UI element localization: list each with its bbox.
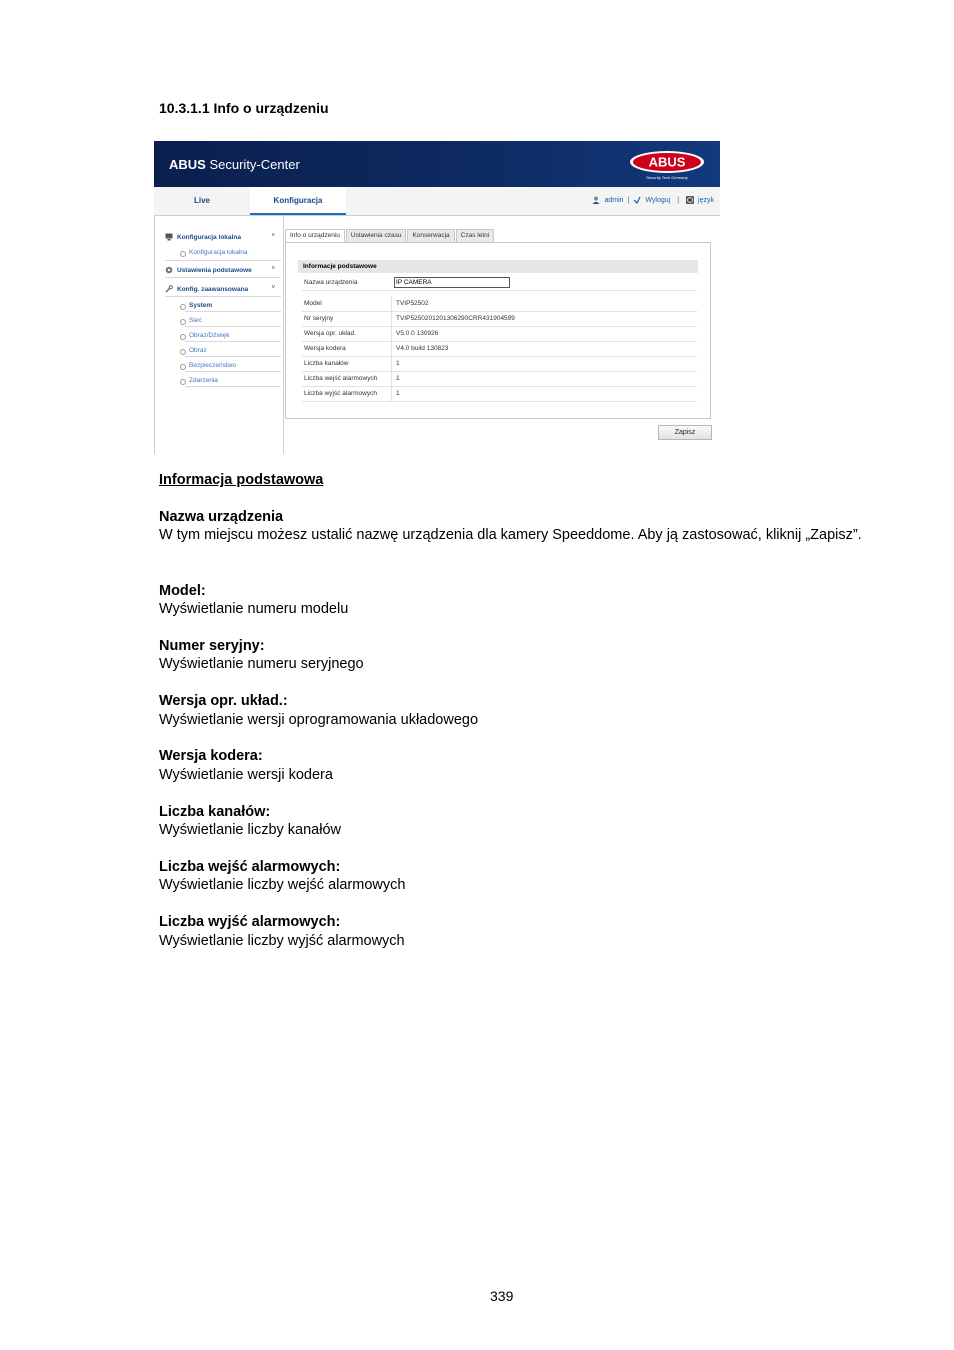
field-label: Liczba wyjść alarmowych [304, 390, 377, 397]
entry-text: Wyświetlanie wersji oprogramowania układowego [159, 712, 479, 728]
divider [165, 260, 281, 261]
logo-text: ABUS [648, 154, 686, 170]
entry-title: Liczba wejść alarmowych: [159, 859, 341, 875]
field-row [302, 326, 697, 342]
entry-text: Wyświetlanie numeru modelu [159, 601, 349, 617]
field-value: TVIP5250201201306290CRR431904599 [396, 315, 515, 322]
sidebar-item-system[interactable]: System [189, 302, 213, 309]
sidebar-group-local[interactable] [165, 233, 241, 241]
field-row [302, 311, 697, 327]
field-row [302, 341, 697, 357]
sidebar-item-image-audio[interactable]: Obraz/Dźwięk [189, 332, 230, 339]
bullet-icon [180, 364, 186, 370]
divider [391, 356, 392, 371]
field-value: 1 [396, 375, 400, 382]
gear-icon [165, 266, 173, 274]
header-banner [154, 141, 720, 187]
divider [391, 371, 392, 386]
entry-title: Wersja kodera: [159, 748, 263, 764]
divider [391, 326, 392, 341]
bullet-icon [180, 379, 186, 385]
top-nav [154, 187, 720, 216]
field-value: 1 [396, 390, 400, 397]
entry-text: W tym miejscu możesz ustalić nazwę urządzenia dla kamery Speeddome. Aby ją zastosować, kliknij „Zapisz”. [159, 527, 862, 543]
separator: | [627, 196, 630, 204]
abus-logo [627, 149, 707, 181]
panel-title: Informacje podstawowe [298, 260, 698, 273]
info-panel [285, 242, 711, 419]
tab-maintenance[interactable]: Konserwacja [407, 229, 454, 243]
separator: | [677, 196, 680, 204]
wrench-icon [165, 285, 173, 293]
divider [185, 371, 281, 372]
field-label: Model [304, 300, 322, 307]
field-value: TVIP52502 [396, 300, 429, 307]
entry-title: Model: [159, 583, 206, 599]
sidebar-group-basic[interactable] [165, 266, 252, 274]
entry-text: Wyświetlanie liczby wejść alarmowych [159, 877, 406, 893]
field-row [302, 386, 697, 402]
field-label: Liczba wejść alarmowych [304, 375, 378, 382]
divider [391, 341, 392, 356]
sidebar-group-label: Ustawienia podstawowe [177, 266, 252, 274]
monitor-icon [165, 233, 173, 241]
admin-link[interactable]: admin [604, 196, 624, 204]
divider [165, 277, 281, 278]
field-row [302, 356, 697, 372]
page-number: 339 [490, 1288, 514, 1304]
divider [391, 311, 392, 326]
field-value: V4.0 build 130823 [396, 345, 449, 352]
entry-text: Wyświetlanie wersji kodera [159, 767, 333, 783]
sidebar-item-image[interactable]: Obraz [189, 347, 207, 354]
sidebar-group-label: Konfig. zaawansowana [177, 285, 249, 293]
divider [185, 356, 281, 357]
divider [165, 296, 281, 297]
field-row [302, 296, 697, 312]
field-value: 1 [396, 360, 400, 367]
field-value: V5.0.0 130926 [396, 330, 439, 337]
nav-tab-config[interactable]: Konfiguracja [250, 187, 346, 215]
brand-rest: Security-Center [209, 157, 300, 172]
language-link[interactable]: język [698, 196, 714, 204]
divider [185, 341, 281, 342]
tab-time-settings[interactable]: Ustawienia czasu [346, 229, 407, 243]
field-label: Nazwa urządzenia [304, 279, 358, 286]
field-label: Liczba kanałów [304, 360, 349, 367]
sidebar-item-network[interactable]: Sieć [189, 317, 202, 324]
nav-tab-live[interactable]: Live [193, 196, 210, 205]
device-name-input[interactable]: IP CAMERA [394, 277, 510, 288]
bullet-icon [180, 251, 186, 257]
user-icon [592, 196, 600, 204]
entry-title: Liczba kanałów: [159, 804, 271, 820]
divider [391, 386, 392, 401]
divider [185, 326, 281, 327]
entry-text: Wyświetlanie liczby kanałów [159, 822, 341, 838]
save-button[interactable]: Zapisz [658, 425, 712, 440]
divider [185, 386, 281, 387]
section-title: 10.3.1.1 Info o urządzeniu [159, 100, 329, 116]
sidebar-item-security[interactable]: Bezpieczeństwo [189, 362, 236, 369]
entry-title: Nazwa urządzenia [159, 509, 284, 525]
tab-dst[interactable]: Czas letni [456, 229, 495, 243]
user-area [592, 196, 714, 204]
field-row [302, 371, 697, 387]
chevron-down-icon: ˅ [271, 233, 275, 239]
divider [185, 311, 281, 312]
brand-title [169, 157, 300, 172]
chevron-up-icon: ˄ [271, 266, 275, 272]
field-label: Nr seryjny [304, 315, 334, 322]
entry-text: Wyświetlanie liczby wyjść alarmowych [159, 933, 405, 949]
field-label: Wersja opr. układ. [304, 330, 356, 337]
entry-title: Liczba wyjść alarmowych: [159, 914, 341, 930]
brand-bold: ABUS [169, 157, 206, 172]
logout-link[interactable]: Wyloguj [645, 196, 671, 204]
divider [391, 296, 392, 311]
chevron-down-icon: ˅ [271, 285, 275, 291]
entry-title: Wersja opr. układ.: [159, 693, 288, 709]
sidebar-group-advanced[interactable] [165, 285, 248, 293]
logo-tagline: Security Tech Germany [646, 175, 688, 180]
tab-bar [285, 229, 495, 242]
globe-icon [686, 196, 694, 204]
subsection-heading: Informacja podstawowa [159, 472, 324, 488]
bullet-icon [180, 349, 186, 355]
bullet-icon [180, 319, 186, 325]
bullet-icon [180, 304, 186, 310]
field-label: Wersja kodera [304, 345, 346, 352]
sidebar-group-label: Konfiguracja lokalna [177, 233, 241, 241]
app-screenshot [154, 141, 720, 454]
sidebar [154, 216, 284, 454]
entry-text: Wyświetlanie numeru seryjnego [159, 656, 364, 672]
tab-device-info[interactable]: Info o urządzeniu [285, 229, 345, 243]
bullet-icon [180, 334, 186, 340]
field-row [302, 275, 697, 291]
sidebar-item-events[interactable]: Zdarzenia [189, 377, 218, 384]
entry-title: Numer seryjny: [159, 638, 265, 654]
sidebar-item-local-config[interactable]: Konfiguracja lokalna [189, 249, 248, 256]
logout-icon [633, 196, 641, 204]
